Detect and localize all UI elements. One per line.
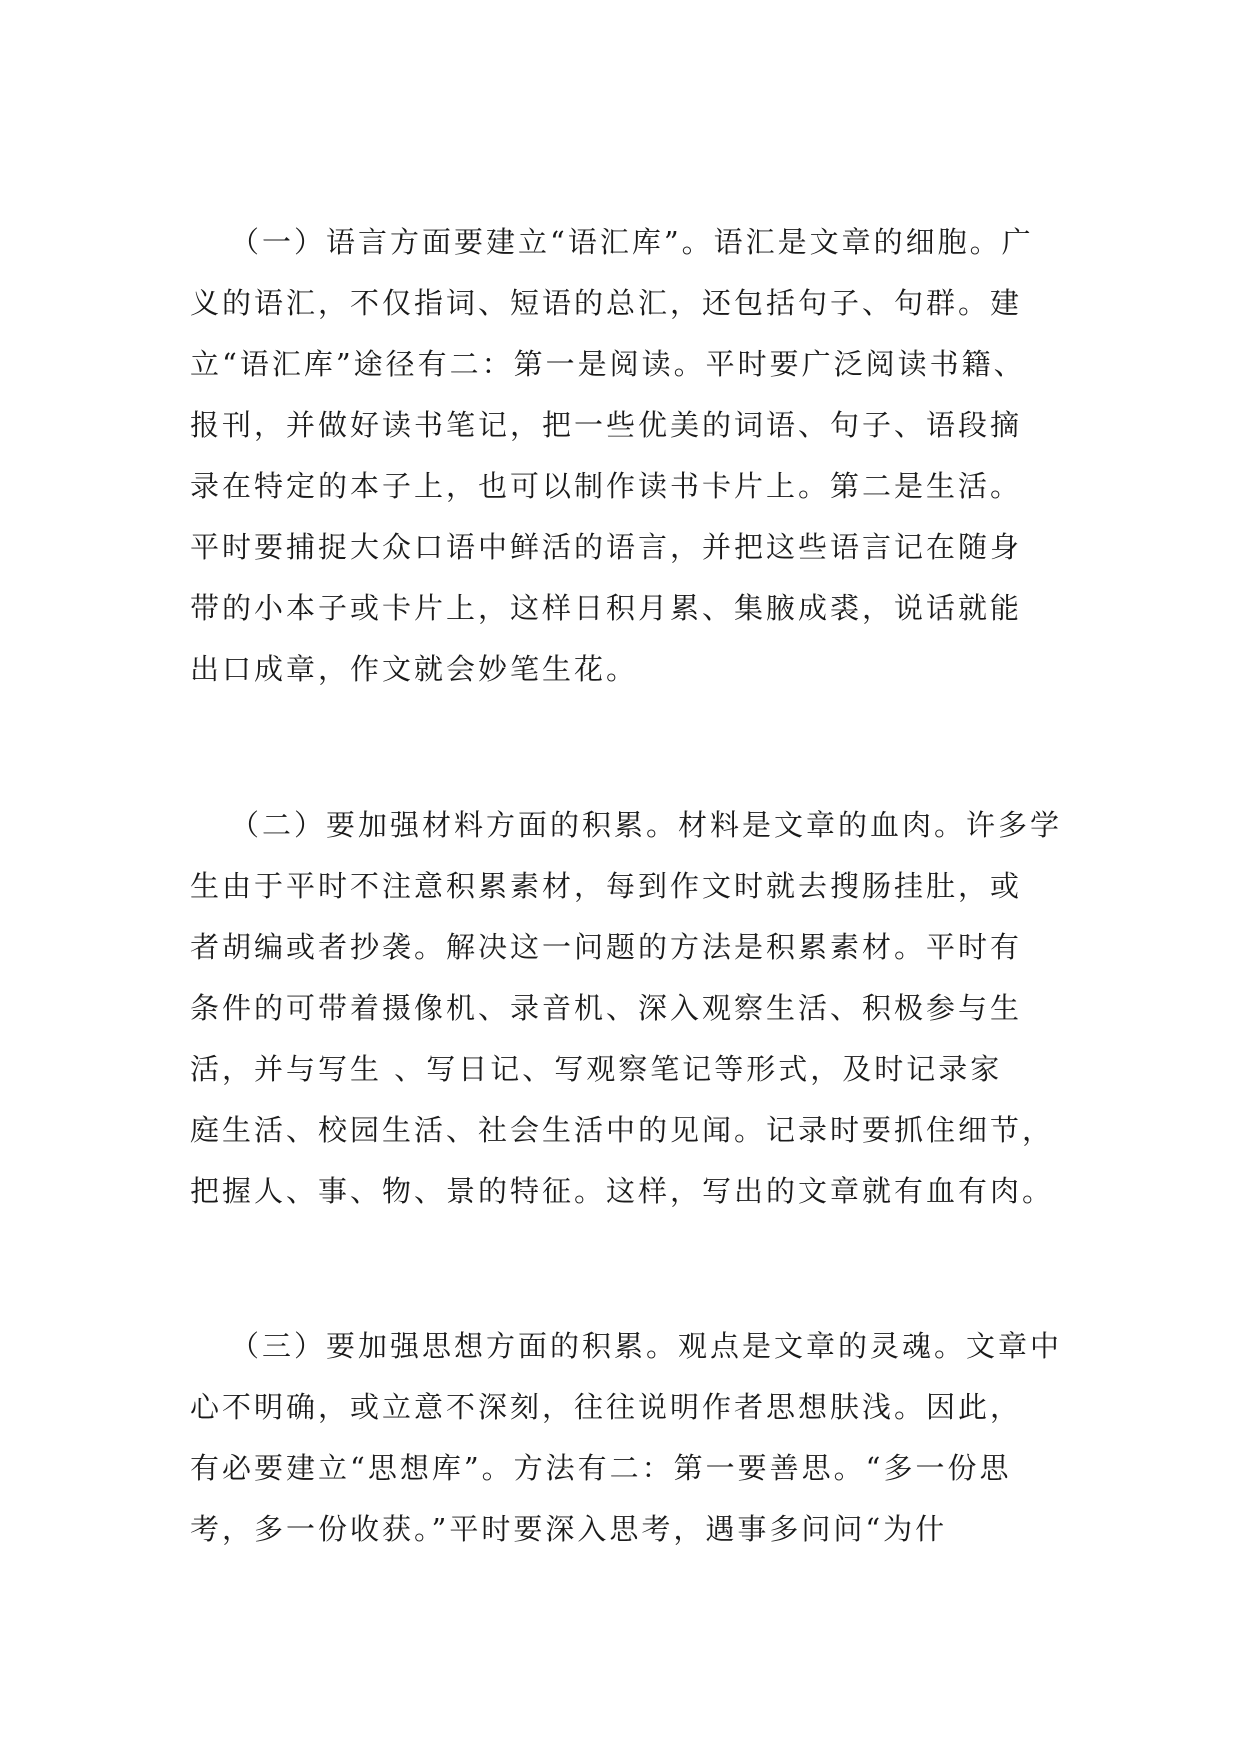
text-line: 条件的可带着摄像机、录音机、深入观察生活、积极参与生 xyxy=(190,991,1023,1025)
paragraph-language xyxy=(190,212,1070,700)
text-line: 出口成章，作文就会妙笔生花。 xyxy=(190,652,639,686)
text-line: 报刊，并做好读书笔记，把一些优美的词语、句子、语段摘 xyxy=(190,408,1023,442)
text-line: 者胡编或者抄袭。解决这一问题的方法是积累素材。平时有 xyxy=(190,930,1023,964)
text-line: （二）要加强材料方面的积累。材料是文章的血肉。许多学 xyxy=(230,808,1063,842)
text-line: 有必要建立“思想库”。方法有二：第一要善思。“多一份思 xyxy=(190,1451,1012,1485)
text-line: 立“语汇库”途径有二：第一是阅读。平时要广泛阅读书籍、 xyxy=(190,347,1026,381)
text-line: 录在特定的本子上，也可以制作读书卡片上。第二是生活。 xyxy=(190,469,1023,503)
text-line: 把握人、事、物、景的特征。这样，写出的文章就有血有肉。 xyxy=(190,1174,1055,1208)
text-line: 考，多一份收获。”平时要深入思考，遇事多问问“为什 xyxy=(190,1512,948,1546)
text-line: （一）语言方面要建立“语汇库”。语汇是文章的细胞。广 xyxy=(230,225,1034,259)
text-line: （三）要加强思想方面的积累。观点是文章的灵魂。文章中 xyxy=(230,1329,1063,1363)
text-line: 庭生活、校园生活、社会生活中的见闻。记录时要抓住细节， xyxy=(190,1113,1055,1147)
paragraph-materials xyxy=(190,795,1070,1222)
text-line: 心不明确，或立意不深刻，往往说明作者思想肤浅。因此， xyxy=(190,1390,1023,1424)
text-line: 义的语汇，不仅指词、短语的总汇，还包括句子、句群。建 xyxy=(190,286,1023,320)
text-line: 生由于平时不注意积累素材，每到作文时就去搜肠挂肚，或 xyxy=(190,869,1023,903)
text-line: 活，并与写生 、写日记、写观察笔记等形式，及时记录家 xyxy=(190,1052,1003,1086)
paragraph-thoughts xyxy=(190,1316,1070,1560)
text-line: 平时要捕捉大众口语中鲜活的语言，并把这些语言记在随身 xyxy=(190,530,1023,564)
text-line: 带的小本子或卡片上，这样日积月累、集腋成裘，说话就能 xyxy=(190,591,1023,625)
